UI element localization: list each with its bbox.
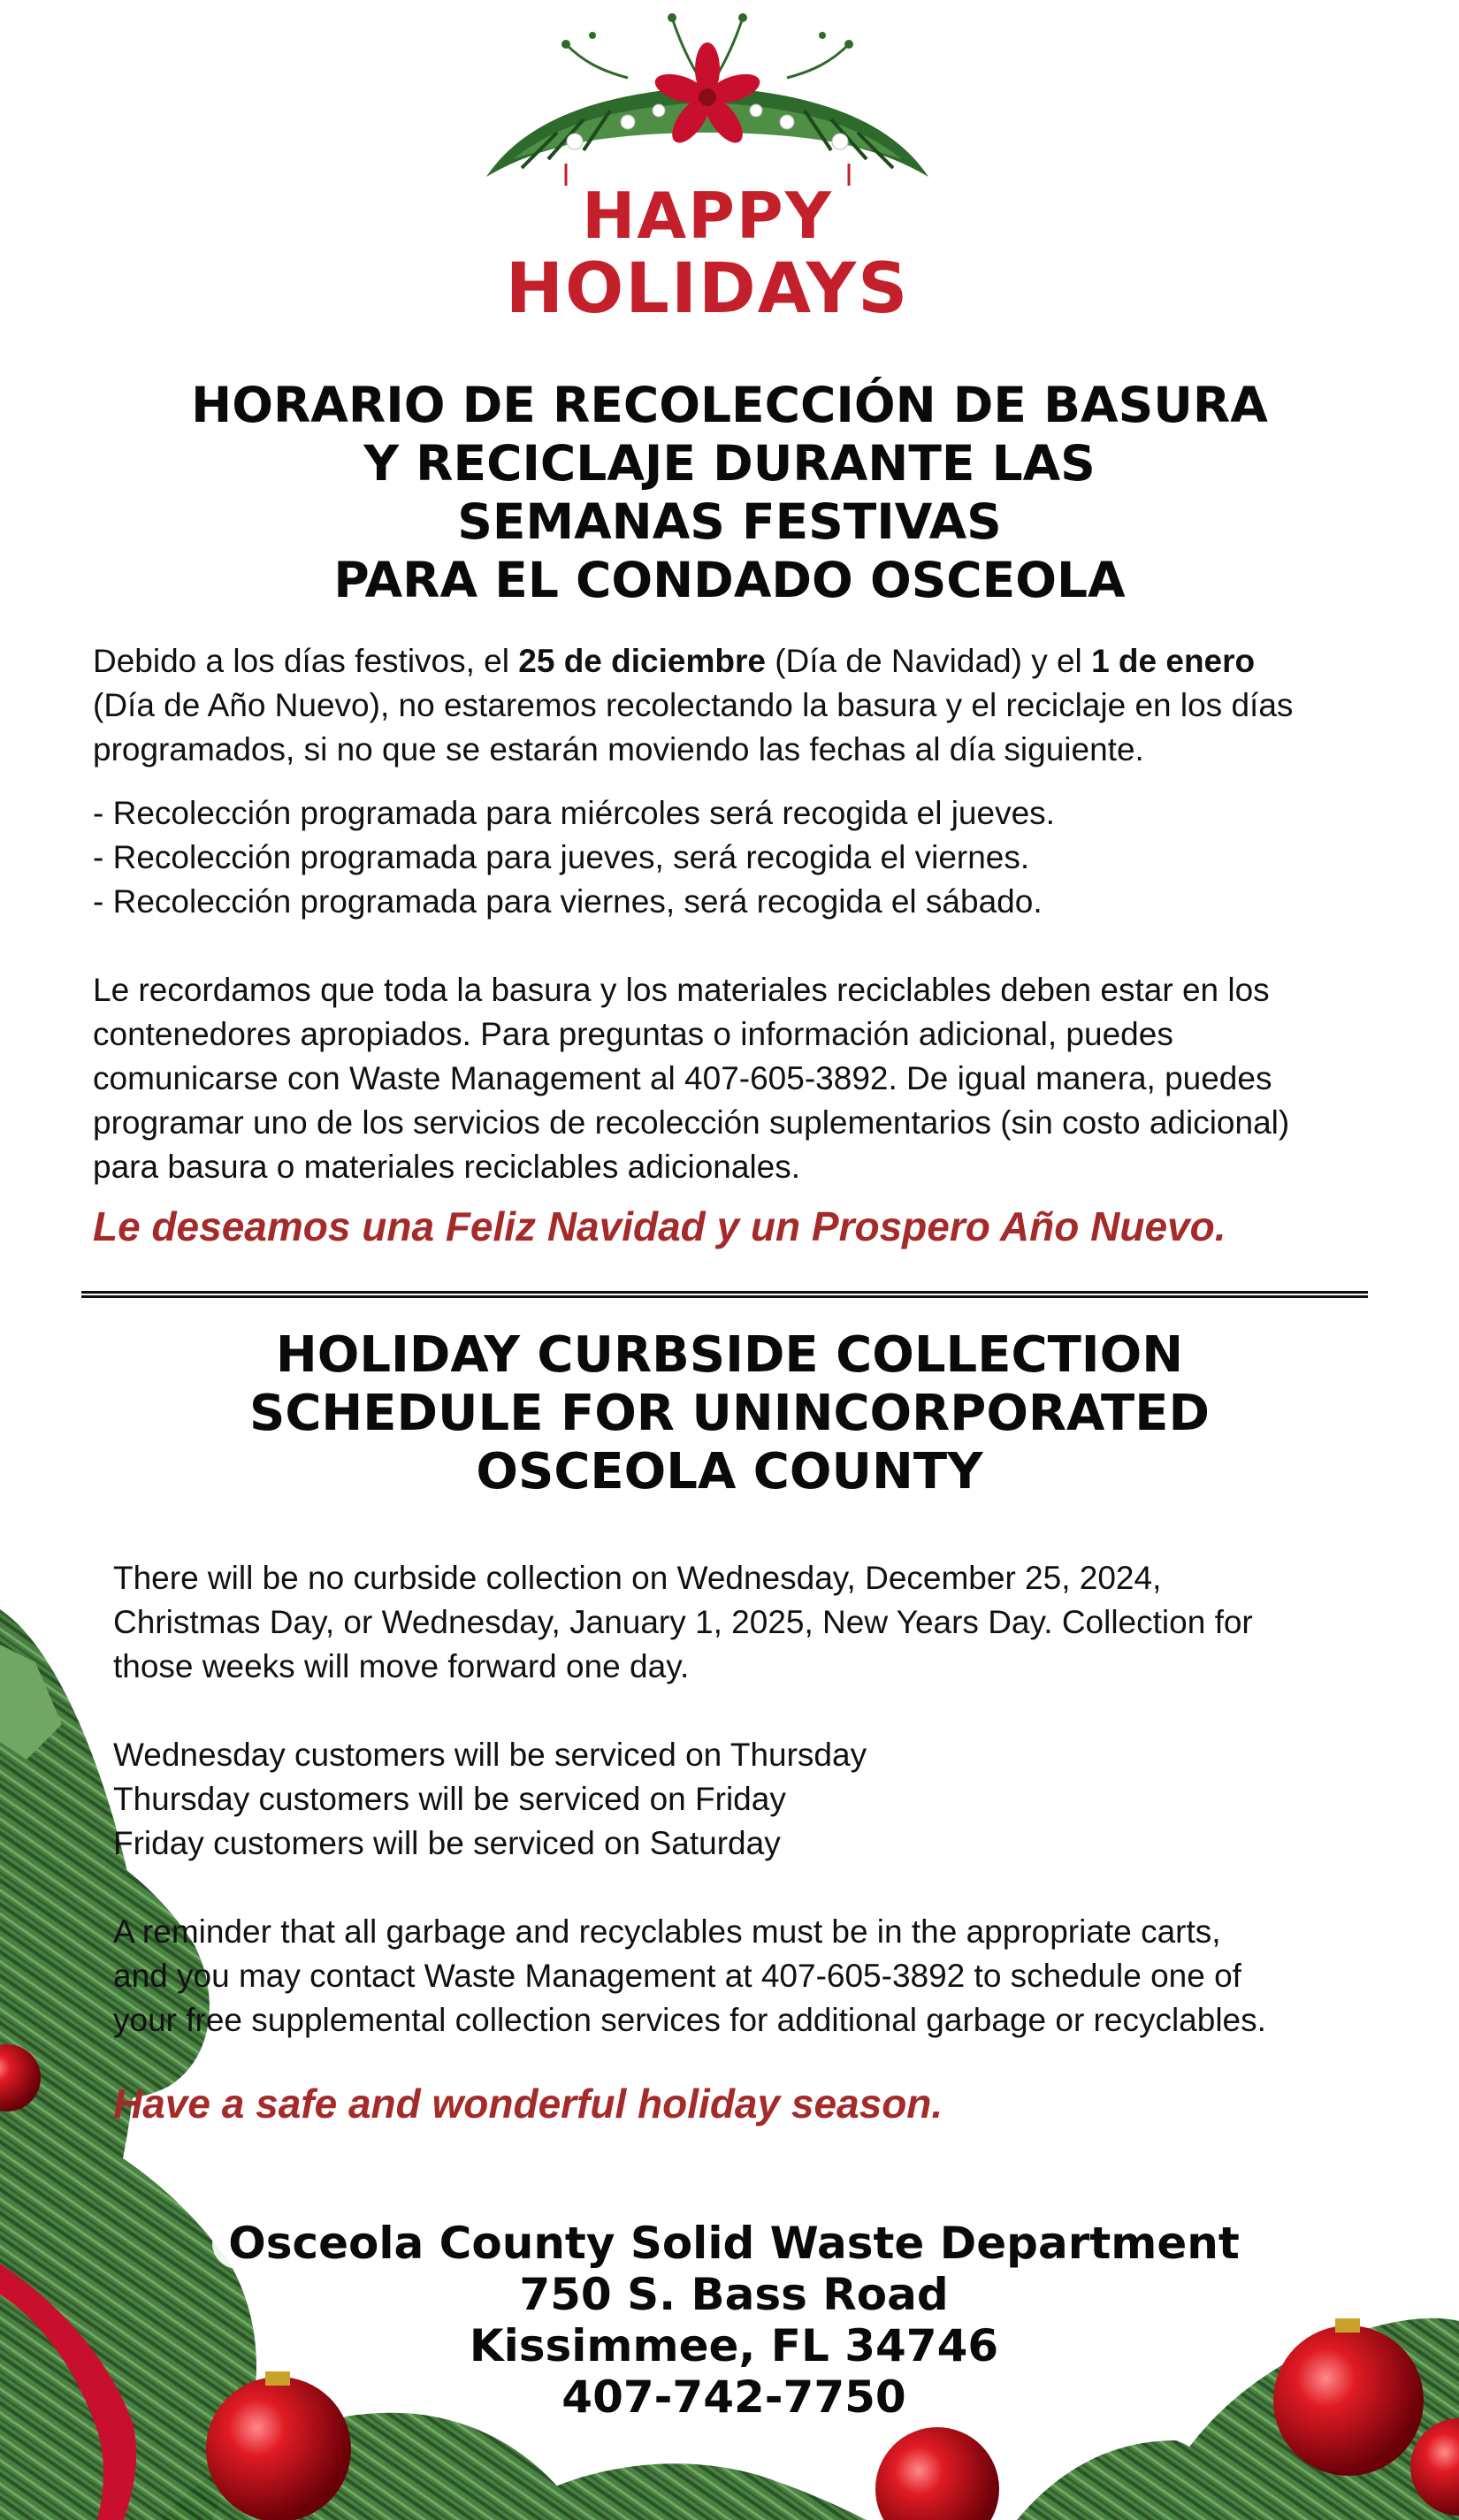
spanish-closing-message: Le deseamos una Feliz Navidad y un Prospero Año Nuevo. (93, 1203, 1226, 1249)
section-divider (81, 1291, 1368, 1298)
intro-text: (Día de Navidad) y el (765, 643, 1092, 679)
new-year-date: 1 de enero (1091, 643, 1256, 679)
happy-holidays-logo (469, 9, 946, 336)
english-schedule-item: Wednesday customers will be serviced on Thursday (113, 1737, 867, 1773)
spanish-reminder-line: Le recordamos que toda la basura y los materiales reciclables deben estar en los (93, 972, 1270, 1008)
spanish-intro-line: programados, si no que se estarán moviendo las fechas al día siguiente. (93, 731, 1144, 767)
spanish-reminder-line: para basura o materiales reciclables adicionales. (93, 1149, 801, 1185)
logo-holidays-text: HOLIDAYS (505, 249, 910, 329)
english-reminder-line: and you may contact Waste Management at 407-605-3892 to schedule one of (113, 1958, 1241, 1994)
english-schedule-list (113, 1733, 867, 1866)
spanish-schedule-item: - Recolección programada para miércoles será recogida el jueves. (93, 795, 1055, 831)
english-heading-line: SCHEDULE FOR UNINCORPORATED (249, 1385, 1210, 1442)
department-city: Kissimmee, FL 34746 (454, 2320, 1014, 2371)
spanish-schedule-item: - Recolección programada para viernes, será recogida el sábado. (93, 883, 1043, 920)
english-reminder-paragraph (113, 1910, 1266, 2043)
english-heading-line: HOLIDAY CURBSIDE COLLECTION (275, 1326, 1184, 1384)
spanish-heading-line: PARA EL CONDADO OSCEOLA (333, 552, 1126, 608)
spanish-heading-line: SEMANAS FESTIVAS (457, 493, 1002, 550)
spanish-intro-line (93, 639, 1293, 683)
spanish-heading (71, 376, 1388, 609)
garland-icon (469, 9, 946, 186)
spanish-heading-line: Y RECICLAJE DURANTE LAS (363, 435, 1096, 492)
spanish-reminder-line: comunicarse con Waste Management al 407-605-3892. De igual manera, puedes (93, 1060, 1272, 1096)
department-contact-block (203, 2218, 1264, 2423)
spanish-intro-line: (Día de Año Nuevo), no estaremos recolectando la basura y el reciclaje en los días (93, 687, 1294, 723)
spanish-heading-line: HORARIO DE RECOLECCIÓN DE BASURA (191, 377, 1268, 433)
english-heading (71, 1326, 1388, 1501)
spanish-reminder-line: contenedores apropiados. Para preguntas o información adicional, puedes (93, 1016, 1173, 1052)
spanish-reminder-paragraph (93, 968, 1289, 1189)
english-schedule-item: Friday customers will be serviced on Saturday (113, 1825, 781, 1861)
spanish-reminder-line: programar uno de los servicios de recolección suplementarios (sin costo adicional) (93, 1104, 1290, 1141)
english-reminder-line: A reminder that all garbage and recyclables must be in the appropriate carts, (113, 1913, 1221, 1950)
logo-happy-text: HAPPY (582, 179, 833, 253)
spanish-schedule-item: - Recolección programada para jueves, será recogida el viernes. (93, 839, 1030, 875)
english-closing-message: Have a safe and wonderful holiday season. (113, 2081, 943, 2127)
english-intro-line: those weeks will move forward one day. (113, 1648, 690, 1684)
english-heading-line: OSCEOLA COUNTY (476, 1443, 983, 1501)
english-intro-line: There will be no curbside collection on Wednesday, December 25, 2024, (113, 1560, 1162, 1596)
english-schedule-item: Thursday customers will be serviced on Friday (113, 1781, 786, 1817)
department-phone: 407-742-7750 (546, 2371, 921, 2423)
spanish-intro-paragraph (93, 639, 1293, 772)
english-reminder-line: your free supplemental collection services for additional garbage or recyclables. (113, 2002, 1266, 2038)
department-address: 750 S. Bass Road (503, 2269, 964, 2320)
english-intro-paragraph (113, 1556, 1253, 1689)
english-intro-line: Christmas Day, or Wednesday, January 1, 2025, New Years Day. Collection for (113, 1604, 1253, 1640)
department-name: Osceola County Solid Waste Department (212, 2218, 1256, 2269)
christmas-date: 25 de diciembre (518, 643, 766, 679)
intro-text: Debido a los días festivos, el (93, 643, 519, 679)
spanish-schedule-list (93, 791, 1055, 924)
